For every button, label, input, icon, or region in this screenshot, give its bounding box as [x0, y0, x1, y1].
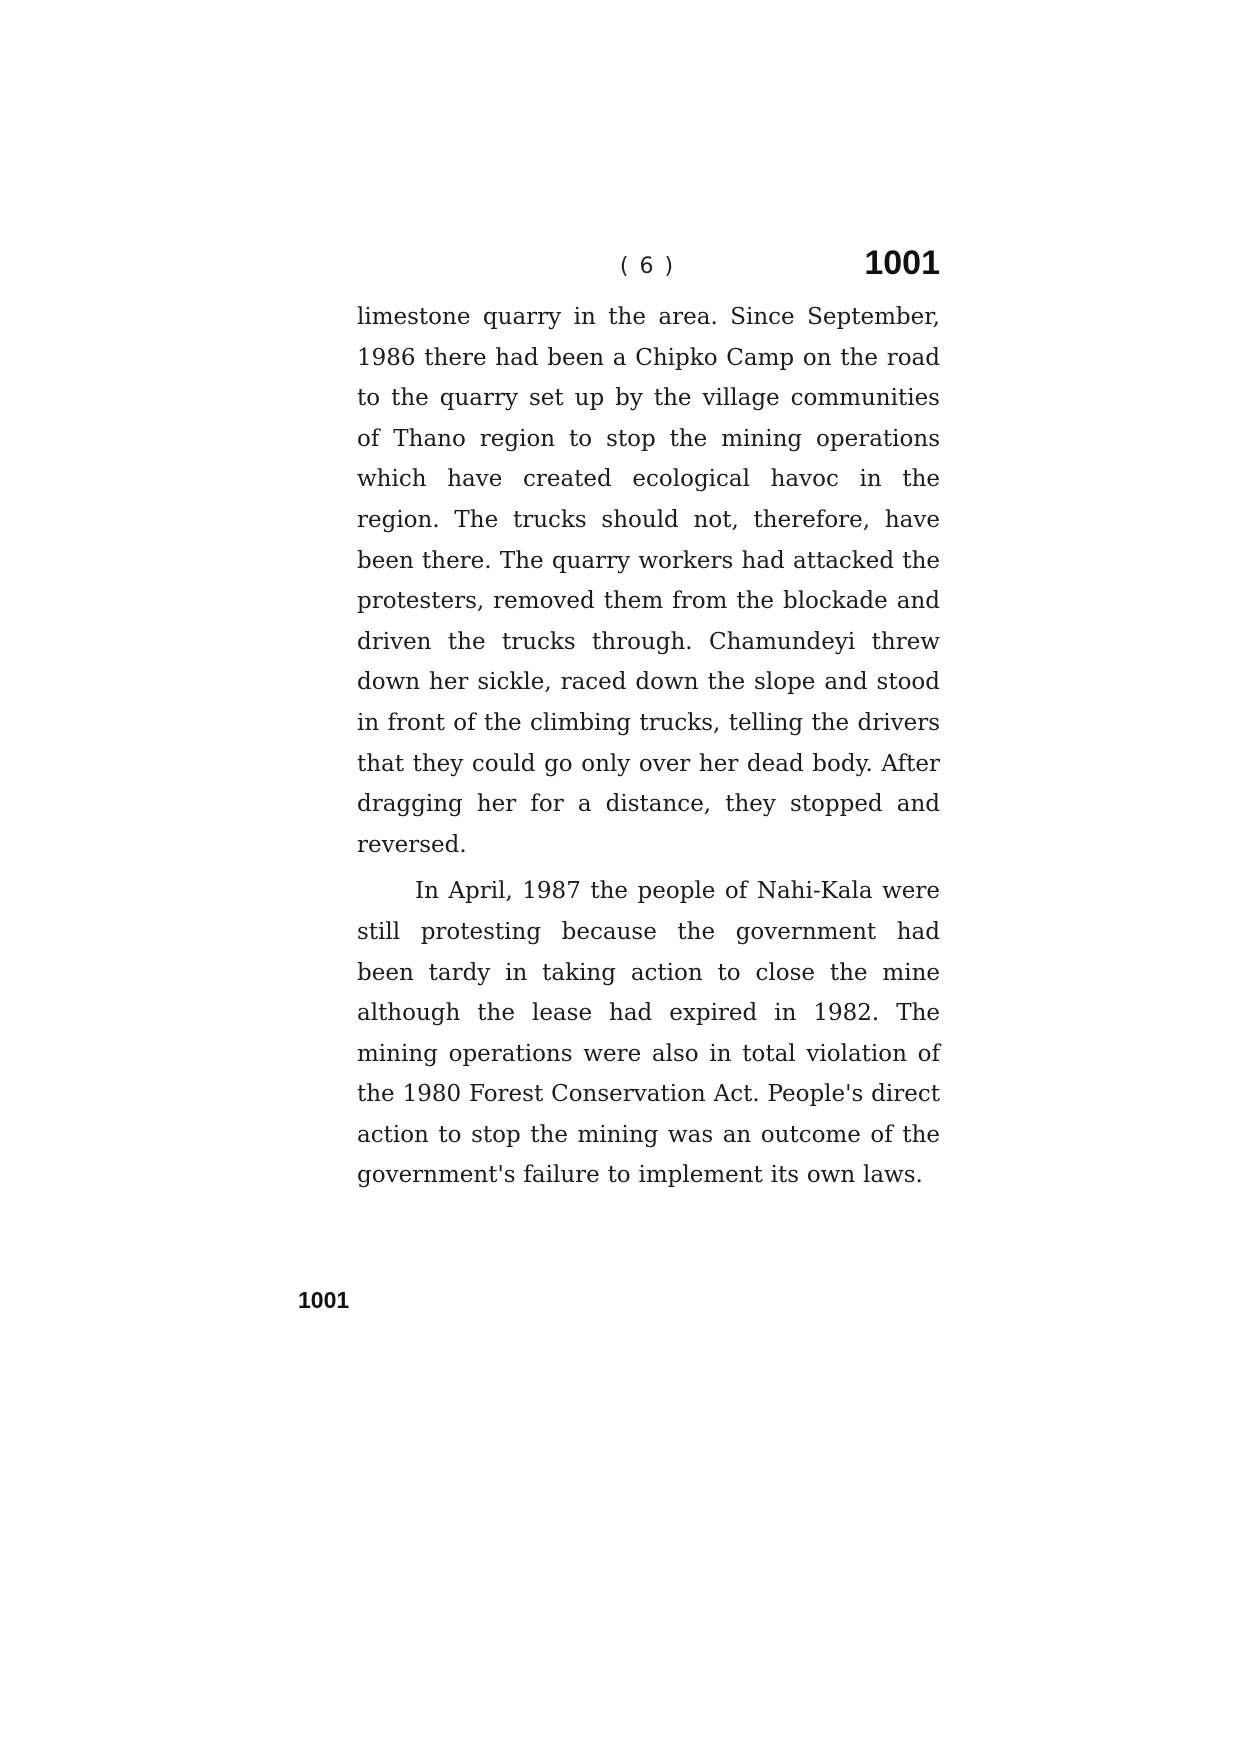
page-marker: ( 6 ) [619, 254, 676, 279]
paragraph-2: In April, 1987 the people of Nahi-Kala were still protesting because the government had been tardy in taking action to close the mine although the lease had expired in 1982. The mining operations were also in total violation of the 1980 Forest Conservation Act. People's direct action to stop the mining was an outcome of the government's failure to implement its own laws. [357, 878, 940, 1189]
paragraph-1: limestone quarry in the area. Since September, 1986 there had been a Chipko Camp on the road to the quarry set up by the village communities of Thano region to stop the mining operations which have created ecological havoc in the region. The trucks should not, therefore, have been there. The quarry workers had attacked the protesters, removed them from the blockade and driven the trucks through. Chamundeyi threw down her sickle, raced down the slope and stood in front of the climbing trucks, telling the drivers that they could go only over her dead body. After dragging her for a distance, they stopped and reversed. [357, 304, 940, 858]
page-number-bottom: 1001 [298, 1287, 350, 1313]
body-text [357, 297, 940, 1196]
page-number-top: 1001 [864, 244, 940, 282]
page-header [355, 244, 940, 294]
